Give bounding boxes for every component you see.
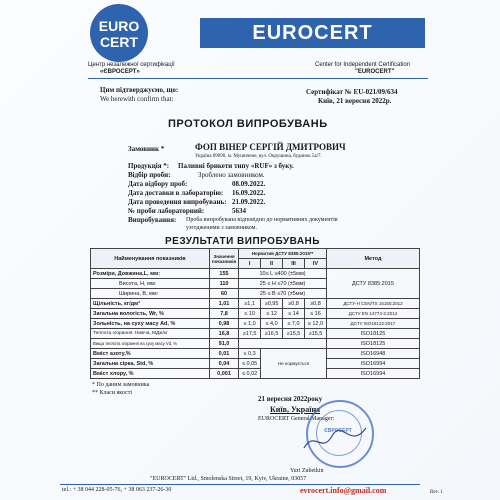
row-class-1: ≤ 0,02 bbox=[239, 369, 261, 379]
logo-bottom-text: CERT bbox=[99, 34, 139, 50]
signature-role: EUROCERT General Manager: bbox=[258, 416, 335, 422]
row-class-4: ≤ 16 bbox=[304, 309, 326, 319]
row-method: ДСТУ-Н CEN/TS 15150:2012 bbox=[326, 299, 419, 309]
product-label: Продукція *: bbox=[128, 162, 170, 170]
row-name: Висота, Н, мм: bbox=[91, 279, 210, 289]
row-value: 16,8 bbox=[209, 329, 238, 339]
row-name: Щільність, кг/дм³ bbox=[91, 299, 210, 309]
table-row bbox=[91, 319, 420, 329]
signature-scribble bbox=[300, 420, 370, 460]
row-class-2: ≤ 4,0 bbox=[261, 319, 283, 329]
row-norm-empty bbox=[239, 339, 327, 349]
row-norm: 25 ≤ B ≤70 (±5мм) bbox=[239, 289, 327, 299]
footer-email[interactable]: evrocert.info@gmail.com bbox=[300, 486, 387, 495]
row-name: Ширина, B, мм: bbox=[91, 289, 210, 299]
signature-name: Yuri Zubetkin bbox=[290, 468, 324, 474]
date-sampling-label: Дата відбору проб: bbox=[128, 180, 188, 188]
footer-phones: tel.: + 38 044 228-05-76, + 38 063 237-26-30 bbox=[62, 487, 172, 493]
row-norm: 25 ≤ H ≤70 (±5мм) bbox=[239, 279, 327, 289]
row-method: ISO16948 bbox=[326, 349, 419, 359]
row-name: Вміст хлору, % bbox=[91, 369, 210, 379]
date-test-label: Дата проведення випробувань: bbox=[128, 198, 227, 206]
row-name: Вміст азоту,% bbox=[91, 349, 210, 359]
row-class-2: ≤ 12 bbox=[261, 309, 283, 319]
lab-number-value: 5634 bbox=[232, 207, 246, 215]
row-class-3: ≥0,8 bbox=[283, 299, 305, 309]
row-method: ISO18125 bbox=[326, 329, 419, 339]
row-class-2: ≥16,5 bbox=[261, 329, 283, 339]
testing-value-1: Проба випробувана відповідно до нормативних документів bbox=[186, 217, 338, 223]
col-norm-header: Норматив ДСТУ 8385:2015** bbox=[239, 249, 327, 259]
row-value: 60 bbox=[209, 289, 238, 299]
table-header-row bbox=[91, 249, 420, 259]
row-name: Загальна вологість, Wr, % bbox=[91, 309, 210, 319]
right-caption-2: "EUROCERT" bbox=[355, 69, 395, 75]
certify-ua: Цим підтверджуємо, що: bbox=[100, 86, 179, 94]
header-divider bbox=[88, 78, 428, 79]
row-method: ДСТУ EN 14774-2:2014 bbox=[326, 309, 419, 319]
note-1: * По даним замовника bbox=[92, 382, 150, 388]
revision-label: Rev. 1 bbox=[430, 490, 443, 495]
row-name: Вища теплота згорання на суху масу Vd, % bbox=[91, 339, 210, 349]
row-name: Загальна сірка, Std, % bbox=[91, 359, 210, 369]
table-row bbox=[91, 329, 420, 339]
row-value: 110 bbox=[209, 279, 238, 289]
date-test-value: 21.09.2022. bbox=[232, 198, 266, 206]
customer-address: Україна 09090, м. Мушичене, вул. Окрушина, будинок 5а/7. bbox=[195, 154, 322, 159]
row-method: ДСТУ 8385:2015 bbox=[326, 269, 419, 299]
row-name: Зольність, на суху масу Ad, % bbox=[91, 319, 210, 329]
customer-label: Замовник * bbox=[128, 145, 165, 153]
row-class-1: ≥17,5 bbox=[239, 329, 261, 339]
col-value-header: Значення показників bbox=[209, 249, 238, 269]
protocol-title: ПРОТОКОЛ ВИПРОБУВАНЬ bbox=[168, 118, 328, 130]
row-method: ДСТУ ISO18122:2017 bbox=[326, 319, 419, 329]
date-sampling-value: 08.09.2022. bbox=[232, 180, 266, 188]
certify-en: We herewith confirm that: bbox=[100, 95, 174, 103]
product-value: Паливні брикети типу «RUF» з буку. bbox=[178, 162, 294, 170]
row-class-1: ≤ 1,0 bbox=[239, 319, 261, 329]
signature-city: Київ, Україна bbox=[270, 405, 321, 414]
row-norm: 10≤ L ≤400 (±5мм) bbox=[239, 269, 327, 279]
certificate-date: Київ, 21 вересня 2022р. bbox=[318, 97, 392, 105]
row-class-1: ≤ 0,3 bbox=[239, 349, 261, 359]
row-class-3: ≤ 7,0 bbox=[283, 319, 305, 329]
row-value: 0,001 bbox=[209, 369, 238, 379]
left-caption-2: «ЄВРОСЕРТ» bbox=[100, 69, 140, 75]
row-class-4: ≤ 12,0 bbox=[304, 319, 326, 329]
class-3: III bbox=[283, 259, 305, 269]
row-name: Розміри, Довжина,L, мм: bbox=[91, 269, 210, 279]
row-class-3: ≤ 14 bbox=[283, 309, 305, 319]
table-row bbox=[91, 369, 420, 379]
row-class-2: ≥0,95 bbox=[261, 299, 283, 309]
row-class-1: ≤ 10 bbox=[239, 309, 261, 319]
row-class-4: ≥0,8 bbox=[304, 299, 326, 309]
table-row bbox=[91, 359, 420, 369]
row-value: 7,8 bbox=[209, 309, 238, 319]
table-row bbox=[91, 299, 420, 309]
col-name-header: Найменування показників bbox=[91, 249, 210, 269]
certificate-number: Сертифікат № EU-021/09/634 bbox=[306, 88, 398, 96]
brand-banner: EUROCERT bbox=[200, 18, 425, 48]
row-name: Теплота згорання: Нижча, МДж/кг bbox=[91, 329, 210, 339]
testing-value-2: узгодженими з замовником. bbox=[186, 225, 257, 231]
row-class-1: ≥1,1 bbox=[239, 299, 261, 309]
table-row bbox=[91, 309, 420, 319]
footer-address: "EUROCERT" Ltd., Smolenska Street, 19, Kyiv, Ukraine, 03057 bbox=[150, 476, 307, 482]
row-method: ISO18125 bbox=[326, 339, 419, 349]
eurocert-logo bbox=[90, 4, 148, 62]
testing-label: Випробування: bbox=[128, 216, 177, 224]
row-value: 155 bbox=[209, 269, 238, 279]
row-value: 0,98 bbox=[209, 319, 238, 329]
stamp-text: ЄВРОСЕРТ bbox=[324, 428, 352, 434]
date-delivery-label: Дата доставки в лабораторію: bbox=[128, 189, 224, 197]
customer-name: ФОП ВІНЕР СЕРГІЙ ДМИТРОВИЧ bbox=[195, 142, 346, 152]
row-value: 1,01 bbox=[209, 299, 238, 309]
row-class-1: ≤ 0,05 bbox=[239, 359, 261, 369]
note-2: ** Класи якості bbox=[92, 390, 133, 396]
table-row bbox=[91, 349, 420, 359]
results-table bbox=[90, 248, 420, 379]
logo-top-text: EURO bbox=[98, 18, 140, 34]
row-value: 91,0 bbox=[209, 339, 238, 349]
sampling-label: Відбір проби: bbox=[128, 171, 171, 179]
class-2: II bbox=[261, 259, 283, 269]
lab-number-label: № проби лабораторний: bbox=[128, 207, 205, 215]
sampling-value: Зроблено замовником. bbox=[198, 171, 265, 179]
row-method: ISO16994 bbox=[326, 369, 419, 379]
class-4: IV bbox=[304, 259, 326, 269]
not-normalized-cell: Не нормується bbox=[261, 349, 327, 379]
date-delivery-value: 16.09.2022. bbox=[232, 189, 266, 197]
row-method: ISO16994 bbox=[326, 359, 419, 369]
signature-date: 21 вересня 2022року bbox=[258, 395, 323, 403]
row-value: 0,04 bbox=[209, 359, 238, 369]
table-row bbox=[91, 269, 420, 279]
results-title: РЕЗУЛЬТАТИ ВИПРОБУВАНЬ bbox=[165, 236, 320, 247]
left-caption-1: Центр незалежної сертифікації bbox=[88, 62, 175, 68]
row-class-4: ≥15,5 bbox=[304, 329, 326, 339]
table-row bbox=[91, 339, 420, 349]
footer-divider bbox=[60, 484, 420, 485]
col-method-header: Метод bbox=[326, 249, 419, 269]
right-caption-1: Center for Independent Certification bbox=[315, 62, 411, 68]
class-1: I bbox=[239, 259, 261, 269]
row-class-3: ≥15,5 bbox=[283, 329, 305, 339]
row-value: 0,01 bbox=[209, 349, 238, 359]
